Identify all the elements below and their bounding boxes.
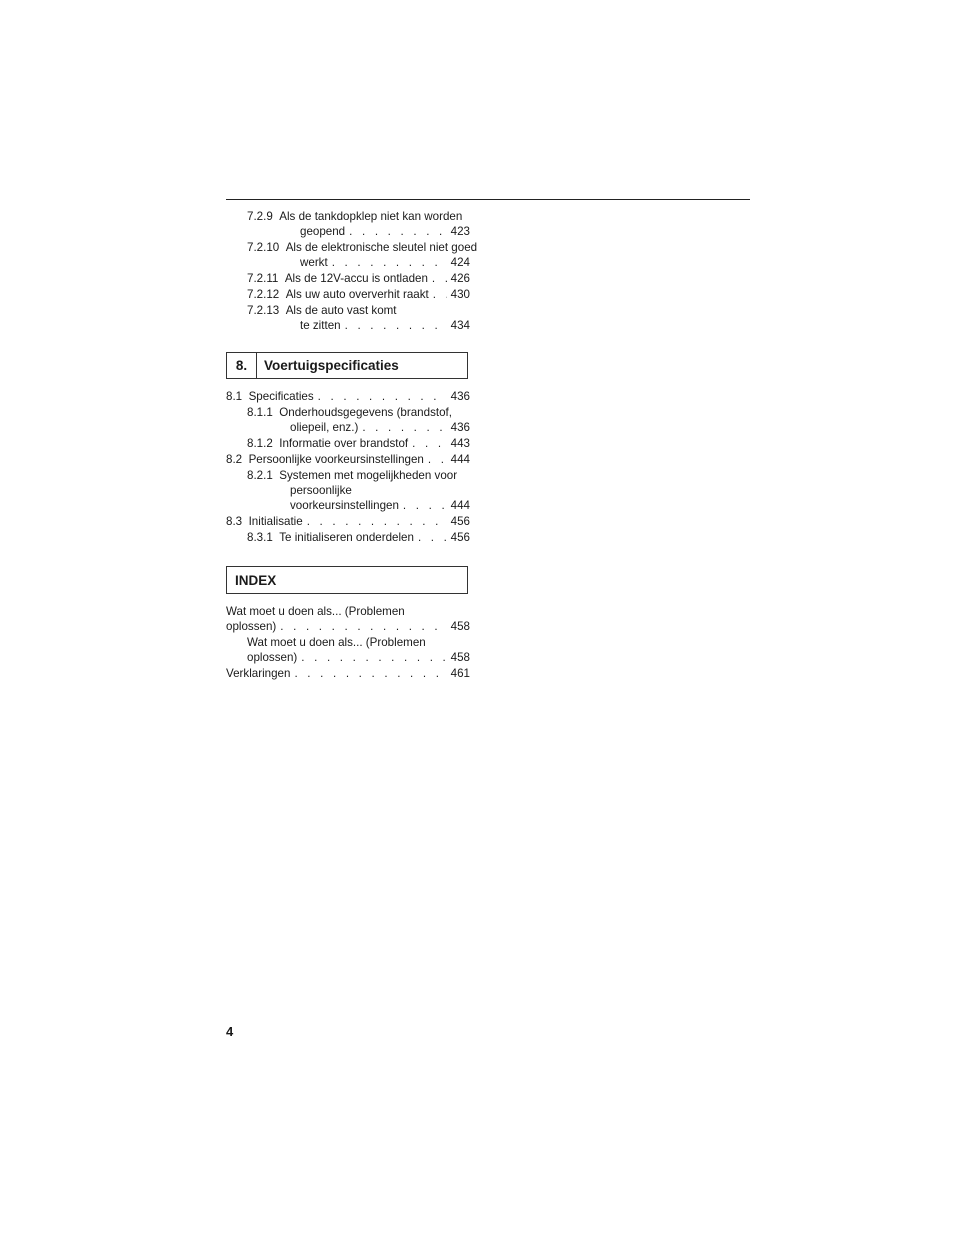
toc-entry-page: 430 — [450, 288, 470, 301]
dot-leader — [428, 452, 447, 467]
toc-entry-8-1-1[interactable] — [226, 405, 470, 435]
section-heading-8 — [226, 352, 468, 379]
toc-entry-title: Als de auto vast komt — [285, 304, 397, 317]
toc-entry-page: 444 — [450, 499, 470, 512]
toc-entry-index-3[interactable] — [226, 666, 470, 681]
toc-entry-page: 458 — [450, 620, 470, 633]
dot-leader — [307, 514, 447, 529]
dot-leader — [362, 420, 446, 435]
section-title: INDEX — [235, 572, 277, 588]
toc-entry-7-2-12[interactable] — [226, 287, 470, 302]
dot-leader — [349, 224, 447, 239]
toc-entry-page: 426 — [450, 272, 470, 285]
toc-entry-8-2-1[interactable] — [226, 468, 470, 513]
toc-entry-title: Informatie over brandstof — [279, 437, 409, 450]
dot-leader — [301, 650, 446, 665]
toc-entry-title: Onderhoudsgegevens (brandstof, — [279, 406, 452, 419]
toc-entry-8-3[interactable] — [226, 514, 470, 529]
dot-leader — [345, 318, 447, 333]
toc-entry-title: Als de tankdopklep niet kan worden — [279, 210, 463, 223]
toc-entry-title: Wat moet u doen als... (Problemen — [226, 605, 405, 618]
toc-entry-number: 8.2.1 — [247, 469, 273, 482]
toc-entry-index-2[interactable] — [226, 635, 470, 665]
toc-entry-title: Te initialiseren onderdelen — [279, 531, 414, 544]
toc-entry-title: Systemen met mogelijkheden voor — [279, 469, 458, 482]
toc-entry-page: 436 — [450, 421, 470, 434]
toc-entry-number: 8.3 — [226, 515, 243, 528]
toc-entry-page: 436 — [450, 390, 470, 403]
toc-entry-number: 7.2.9 — [247, 210, 273, 223]
toc-entry-title: Als de elektronische sleutel niet goed — [285, 241, 478, 254]
dot-leader — [318, 389, 447, 404]
toc-entry-8-2[interactable] — [226, 452, 470, 467]
dot-leader — [332, 255, 447, 270]
toc-entry-page: 458 — [450, 651, 470, 664]
toc-entry-title: Verklaringen — [226, 667, 291, 680]
toc-entry-page: 424 — [450, 256, 470, 269]
toc-entry-title-cont: werkt — [300, 256, 328, 269]
dot-leader — [403, 498, 447, 513]
toc-entry-title: Persoonlijke voorkeursinstellingen — [248, 453, 424, 466]
toc-entry-title: Specificaties — [248, 390, 314, 403]
toc-entry-title-cont: voorkeursinstellingen — [290, 499, 399, 512]
section-title: Voertuigspecificaties — [264, 358, 399, 373]
toc-entry-number: 8.3.1 — [247, 531, 273, 544]
toc-entry-8-1[interactable] — [226, 389, 470, 404]
section-number: 8. — [227, 353, 257, 378]
dot-leader — [280, 619, 446, 634]
dot-leader — [433, 287, 447, 302]
toc-entry-page: 456 — [450, 515, 470, 528]
toc-entry-title: Wat moet u doen als... (Problemen — [247, 636, 426, 649]
toc-entry-page: 456 — [450, 531, 470, 544]
toc-entry-7-2-10[interactable] — [226, 240, 478, 270]
toc-entry-title-cont: oliepeil, enz.) — [290, 421, 359, 434]
toc-entry-title: Als uw auto oververhit raakt — [285, 288, 429, 301]
toc-entry-7-2-9[interactable] — [226, 209, 470, 239]
toc-entry-title: Initialisatie — [248, 515, 303, 528]
toc-block-7-2 — [226, 209, 478, 333]
toc-entry-title-cont: te zitten — [300, 319, 341, 332]
toc-entry-7-2-13[interactable] — [226, 303, 470, 333]
toc-entry-page: 423 — [450, 225, 470, 238]
dot-leader — [432, 271, 447, 286]
toc-entry-number: 7.2.11 — [247, 272, 279, 285]
toc-entry-title-cont: oplossen) — [226, 620, 277, 633]
toc-entry-number: 8.1.1 — [247, 406, 273, 419]
header-rule — [226, 199, 750, 200]
toc-block-index — [226, 604, 470, 681]
toc-entry-number: 7.2.10 — [247, 241, 280, 254]
toc-entry-title: Als de 12V-accu is ontladen — [284, 272, 428, 285]
page-number: 4 — [226, 1024, 234, 1039]
toc-entry-number: 7.2.13 — [247, 304, 280, 317]
toc-entry-index-1[interactable] — [226, 604, 470, 634]
toc-entry-page: 443 — [450, 437, 470, 450]
toc-entry-number: 8.1 — [226, 390, 243, 403]
toc-entry-8-3-1[interactable] — [226, 530, 470, 545]
dot-leader — [294, 666, 446, 681]
toc-entry-number: 8.1.2 — [247, 437, 273, 450]
toc-entry-number: 8.2 — [226, 453, 243, 466]
toc-entry-number: 7.2.12 — [247, 288, 280, 301]
section-heading-index — [226, 566, 468, 594]
dot-leader — [418, 530, 447, 545]
toc-entry-8-1-2[interactable] — [226, 436, 470, 451]
toc-entry-title-cont: persoonlijke — [290, 484, 352, 497]
toc-entry-title-cont: oplossen) — [247, 651, 298, 664]
dot-leader — [412, 436, 447, 451]
toc-block-8 — [226, 389, 470, 545]
toc-entry-page: 434 — [450, 319, 470, 332]
toc-entry-title-cont: geopend — [300, 225, 346, 238]
toc-entry-7-2-11[interactable] — [226, 271, 470, 286]
toc-entry-page: 461 — [450, 667, 470, 680]
toc-entry-page: 444 — [450, 453, 470, 466]
